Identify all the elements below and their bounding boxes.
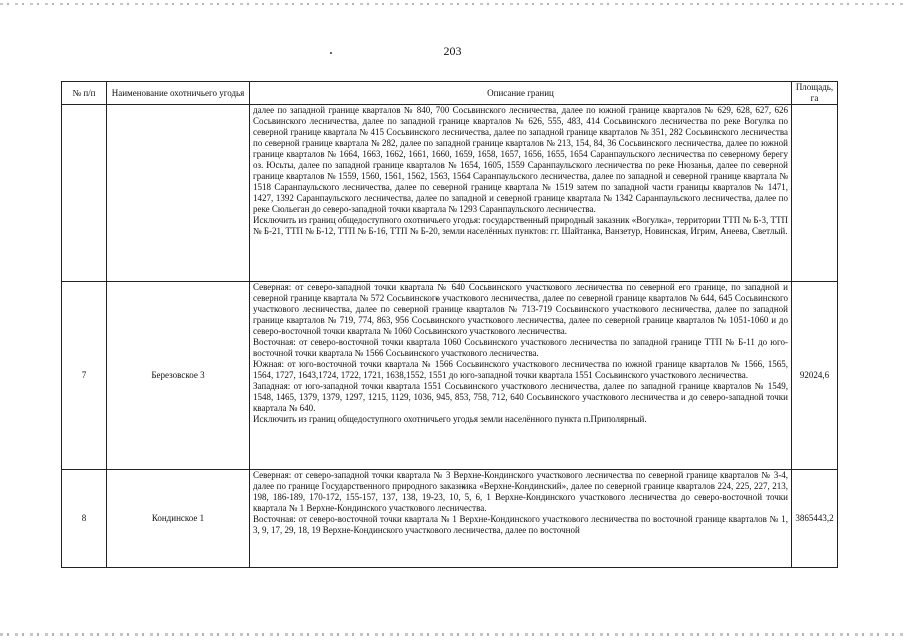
scan-edge-top [0,3,905,5]
description-paragraph: Исключить из границ общедоступного охотничьего угодья: государственный природный заказник «Вогулка», территории ТТП № Б-3, ТТП № Б-21, ТТП № Б-12, ТТП № Б-16, ТТП № Б-20, земли населённых пунктов: гг. Шайтанка, Ванзетур, Новинская, Игрим, Анеева, Светлый. [253,215,788,236]
table-row [62,282,838,470]
row-description [250,470,792,568]
row-area: 3865443,2 [792,470,838,568]
row-description [250,282,792,470]
description-paragraph: Южная: от юго-восточной точки квартала № 1566 Сосьвинского участкового лесничества по южной границе кварталов № 1566, 1565, 1564, 1727, 1643,1724, 1722, 1721, 1638,1552, 1551 до юго-западной точки квартала 1551 Сосьвинского участкового лесничества. [253,359,788,380]
row-num [62,105,107,282]
description-paragraph: Западная: от юго-западной точки квартала 1551 Сосьвинского участкового лесничества, далее по западной границе кварталов № 1549, 1548, 1465, 1379, 1379, 1297, 1215, 1129, 1036, 945, 853, 758, 712, 640 Сосьвинского участкового лесничества и до северо-западной точки квартала № 640. [253,381,788,413]
row-name: Березовское 3 [107,282,250,470]
row-name [107,105,250,282]
scan-edge-bottom [0,633,905,636]
row-num: 8 [62,470,107,568]
description-paragraph: далее по западной границе кварталов № 840, 700 Сосьвинского лесничества, далее по южной границе кварталов № 629, 628, 627, 626 Сосьвинского лесничества, далее по западной границе кварталов № 626, 555, 483, 414 Сосьвинского лесничества по реке Вогулка по северной границе квартала № 415 Сосьвинского лесничества, далее по западной границе кварталов № 351, 282 Сосьвинского лесничества по северной границе квартала № 282, далее по западной границе кварталов № 213, 154, 84, 36 Сосьвинского лесничества, далее по южной границе кварталов № 1664, 1663, 1662, 1661, 1660, 1659, 1658, 1657, 1656, 1655, 1654 Саранпаульского лесничества по северному берегу оз. Юсьты, далее по западной границе кварталов № 1654, 1605, 1559 Саранпаульского лесничества по реке Нюзанья, далее по северной границе кварталов № 1559, 1560, 1561, 1562, 1563, 1564 Саранпаульского лесничества, далее по западной и северной границе квартала № 1518 Саранпаульского лесничества, далее по северной границе квартала № 1519 затем по западной части границы кварталов № 1471, 1427, 1392 Саранпаульского лесничества, далее по западной и северной границе квартала № 1342 Саранпаульского лесничества, далее по реке Сюльеган до северо-западной точки квартала № 1293 Саранпаульского лесничества. [253,105,788,214]
table-row [62,105,838,282]
description-paragraph: Северная: от северо-западной точки квартала № 3 Верхне-Кондинского участкового лесничества по северной границе кварталов № 3-4, далее по границе Государственного природного заказника «Верхне-Кондинский», далее по северной границе кварталов 224, 225, 227, 213, 198, 186-189, 170-172, 155-157, 137, 138, 19-23, 10, 5, 6, 1 Верхне-Кондинского участкового лесничества до северо-восточной точки квартала № 1 Верхне-Кондинского участкового лесничества. [253,470,788,513]
description-paragraph: Восточная: от северо-восточной точки квартала № 1 Верхне-Кондинского участкового лесничества по восточной границе кварталов № 1, 3, 9, 17, 29, 18, 19 Верхне-Кондинского участкового лесничества, далее по восточной [253,514,788,535]
row-area [792,105,838,282]
header-num: № п/п [62,82,107,105]
row-name: Кондинское 1 [107,470,250,568]
boundaries-table [61,81,838,568]
table-header-row [62,82,838,105]
description-paragraph: Исключить из границ общедоступного охотничьего угодья земли населённого пункта п.Приполярный. [253,414,647,424]
description-paragraph: Северная: от северо-западной точки квартала № 640 Сосьвинского участкового лесничества по северной его границе, по западной и северной границе квартала № 572 Сосьвинского участкового лесничества, далее по северной границе кварталов № 644, 645 Сосьвинского участкового лесничества, далее по северной границе кварталов № 713-719 Сосьвинского участкового лесничества, далее по западной границе кварталов № 719, 774, 863, 956 Сосьвинского участкового лесничества, далее по северной границе кварталов № 1051-1060 и до северо-восточной точки квартала № 1060 Сосьвинского участкового лесничества. [253,282,788,336]
row-num: 7 [62,282,107,470]
scan-speck [330,52,332,54]
header-area: Площадь, га [792,82,838,105]
header-name: Наименование охотничьего угодья [107,82,250,105]
row-area: 92024,6 [792,282,838,470]
row-description [250,105,792,282]
header-desc: Описание границ [250,82,792,105]
page-number: 203 [443,44,462,58]
description-paragraph: Восточная: от северо-восточной точки квартала 1060 Сосьвинского участкового лесничества по западной границе ТТП № Б-11 до юго-восточной точки квартала № 1566 Сосьвинского участкового лесничества. [253,337,788,358]
table-row [62,470,838,568]
